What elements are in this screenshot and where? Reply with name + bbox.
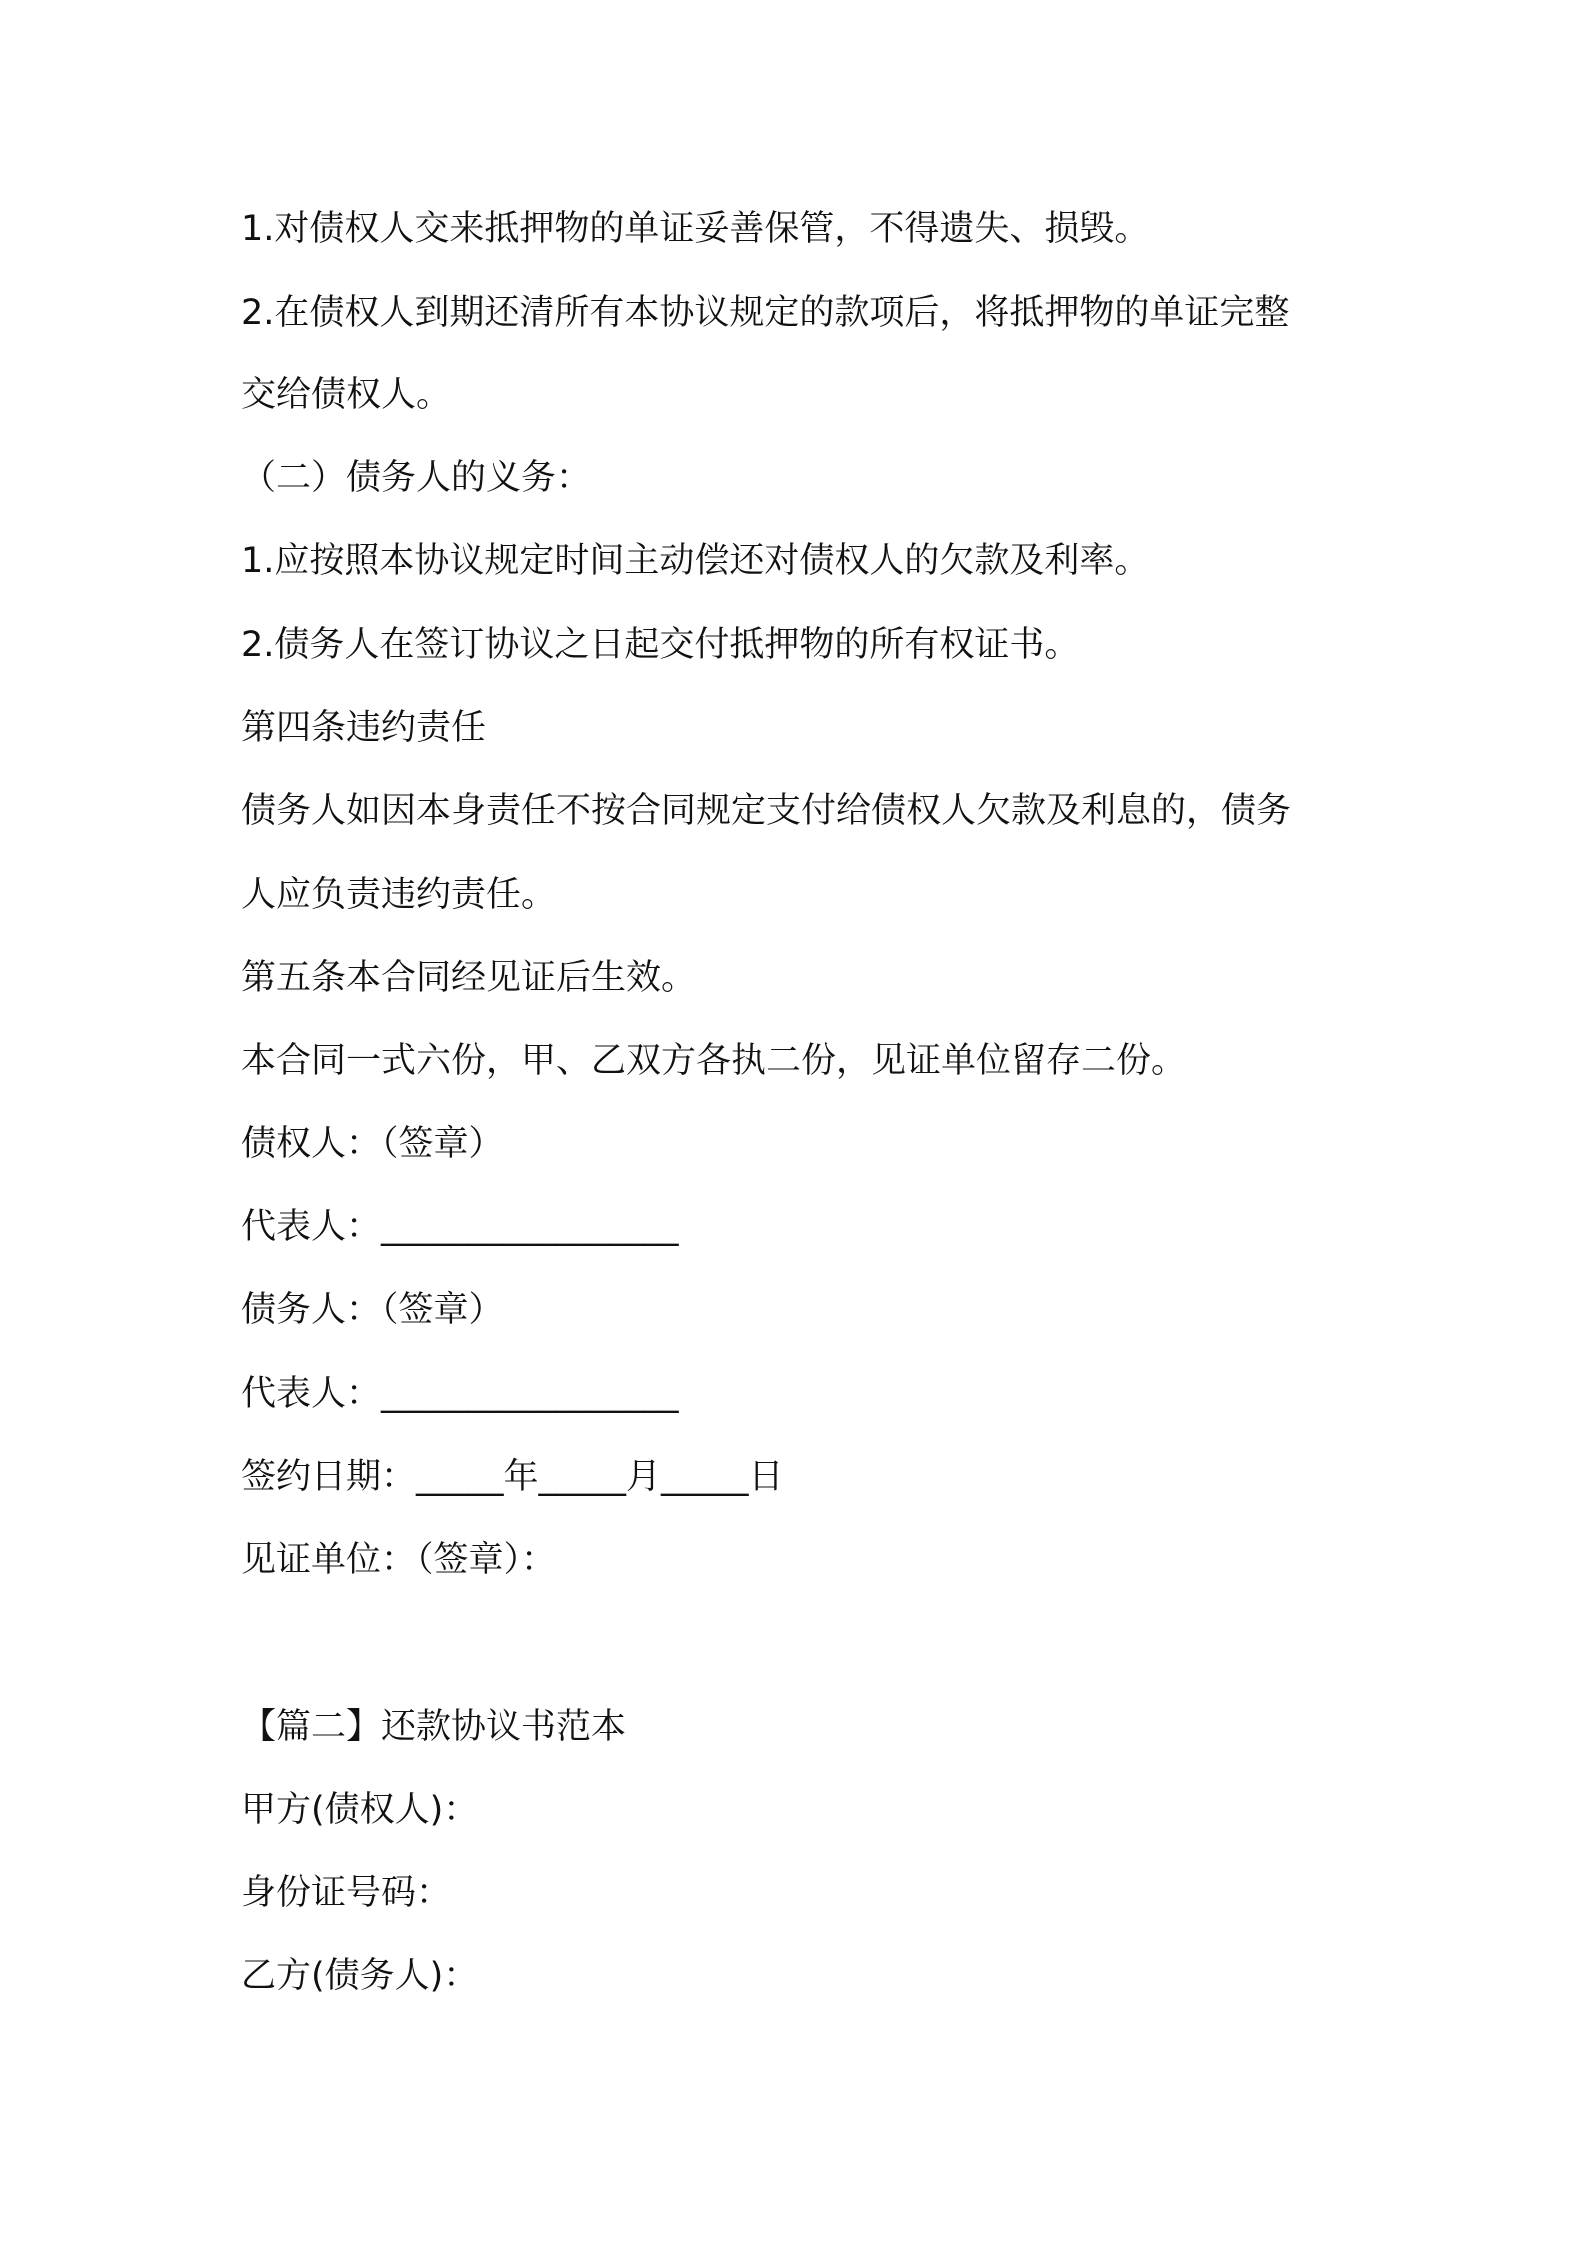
debtor-representative: 代表人：_________________	[241, 1374, 679, 1414]
clause-obligation-2: 2.在债权人到期还清所有本协议规定的款项后，将抵押物的单证完整	[241, 293, 1290, 333]
party-b-field: 乙方(债务人)：	[241, 1956, 479, 1996]
creditor-representative: 代表人：_________________	[241, 1207, 679, 1247]
witness-unit: 见证单位：（签章）：	[241, 1540, 557, 1580]
creditor-signature: 债权人：（签章）	[241, 1124, 504, 1164]
signing-date: 签约日期：_____年_____月_____日	[241, 1457, 784, 1497]
debtor-duty-1: 1.应按照本协议规定时间主动偿还对债权人的欠款及利率。	[241, 541, 1150, 581]
article-4-text-cont: 人应负责违约责任。	[241, 875, 557, 915]
article-4-text: 债务人如因本身责任不按合同规定支付给债权人欠款及利息的，债务	[241, 791, 1292, 831]
id-number-field: 身份证号码：	[241, 1873, 452, 1913]
article-5: 第五条本合同经见证后生效。	[241, 958, 697, 998]
copies-clause: 本合同一式六份，甲、乙双方各执二份，见证单位留存二份。	[241, 1041, 1187, 1081]
clause-obligation-1: 1.对债权人交来抵押物的单证妥善保管，不得遗失、损毁。	[241, 209, 1150, 249]
section-heading-debtor-duties: （二）债务人的义务：	[241, 458, 592, 498]
party-a-field: 甲方(债权人)：	[241, 1790, 479, 1830]
part-two-title: 【篇二】还款协议书范本	[241, 1707, 627, 1747]
clause-obligation-2-cont: 交给债权人。	[241, 375, 452, 415]
article-4-heading: 第四条违约责任	[241, 708, 487, 748]
debtor-duty-2: 2.债务人在签订协议之日起交付抵押物的所有权证书。	[241, 625, 1080, 665]
debtor-signature: 债务人：（签章）	[241, 1290, 504, 1330]
